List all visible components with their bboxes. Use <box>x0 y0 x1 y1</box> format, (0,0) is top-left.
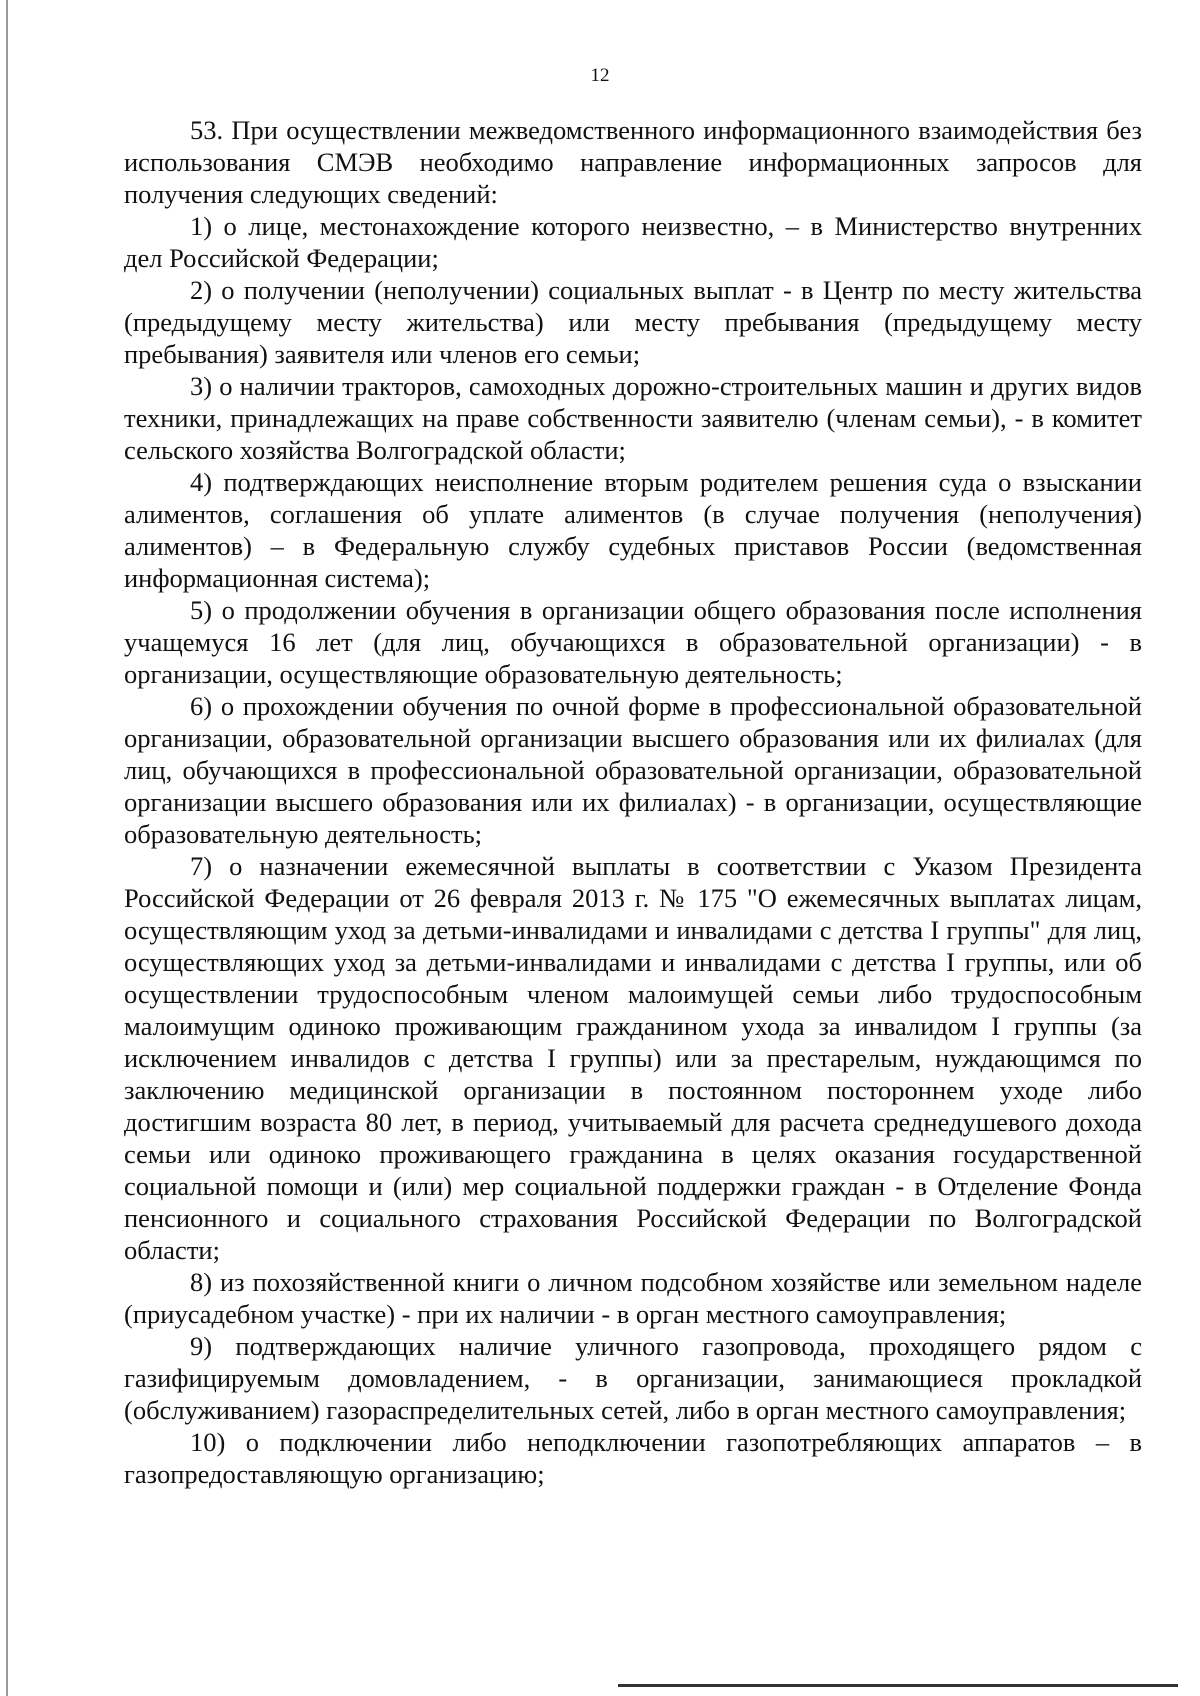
page-number: 12 <box>590 65 610 86</box>
list-item-3: 3) о наличии тракторов, самоходных дорожно-строительных машин и других видов техники, принадлежащих на праве собственности заявителю (членам семьи), - в комитет сельского хозяйства Волгоградской области; <box>124 371 1142 465</box>
list-item-4: 4) подтверждающих неисполнение вторым родителем решения суда о взыскании алиментов, соглашения об уплате алиментов (в случае получения (неполучения) алиментов) – в Федеральную службу судебных приставов России (ведомственная информационная система); <box>124 467 1142 593</box>
list-item-1: 1) о лице, местонахождение которого неизвестно, – в Министерство внутренних дел Российской Федерации; <box>124 211 1142 273</box>
list-item-8: 8) из похозяйственной книги о личном подсобном хозяйстве или земельном наделе (приусадебном участке) - при их наличии - в орган местного самоуправления; <box>124 1267 1142 1329</box>
list-item-7: 7) о назначении ежемесячной выплаты в соответствии с Указом Президента Российской Федерации от 26 февраля 2013 г. № 175 "О ежемесячных выплатах лицам, осуществляющим уход за детьми-инвалидами и инвалидами с детства I группы" для лиц, осуществляющих уход за детьми-инвалидами и инвалидами с детства I группы, или об осуществлении трудоспособным членом малоимущей семьи либо трудоспособным малоимущим одиноко проживающим гражданином ухода за инвалидом I группы (за исключением инвалидов с детства I группы) или за престарелым, нуждающимся по заключению медицинской организации в постоянном постороннем уходе либо достигшим возраста 80 лет, в период, учитываемый для расчета среднедушевого дохода семьи или одиноко проживающего гражданина в целях оказания государственной социальной помощи и (или) мер социальной поддержки граждан - в Отделение Фонда пенсионного и социального страхования Российской Федерации по Волгоградской области; <box>124 851 1142 1265</box>
scan-left-edge <box>6 0 8 1696</box>
list-item-6: 6) о прохождении обучения по очной форме в профессиональной образовательной организации, образовательной организации высшего образования или их филиалах (для лиц, обучающихся в профессиональной образовательной организации, образовательной организации высшего образования или их филиалах) - в организации, осуществляющие образовательную деятельность; <box>124 691 1142 849</box>
document-body <box>124 114 1142 1490</box>
list-item-10: 10) о подключении либо неподключении газопотребляющих аппаратов – в газопредоставляющую организацию; <box>124 1427 1142 1489</box>
paragraph-53: 53. При осуществлении межведомственного информационного взаимодействия без использования СМЭВ необходимо направление информационных запросов для получения следующих сведений: <box>124 115 1142 209</box>
bottom-rule <box>618 1684 1178 1687</box>
list-item-9: 9) подтверждающих наличие уличного газопровода, проходящего рядом с газифицируемым домовладением, - в организации, занимающиеся прокладкой (обслуживанием) газораспределительных сетей, либо в орган местного самоуправления; <box>124 1331 1142 1425</box>
list-item-2: 2) о получении (неполучении) социальных выплат - в Центр по месту жительства (предыдущему месту жительства) или месту пребывания (предыдущему месту пребывания) заявителя или членов его семьи; <box>124 275 1142 369</box>
list-item-5: 5) о продолжении обучения в организации общего образования после исполнения учащемуся 16 лет (для лиц, обучающихся в образовательной организации) - в организации, осуществляющие образовательную деятельность; <box>124 595 1142 689</box>
